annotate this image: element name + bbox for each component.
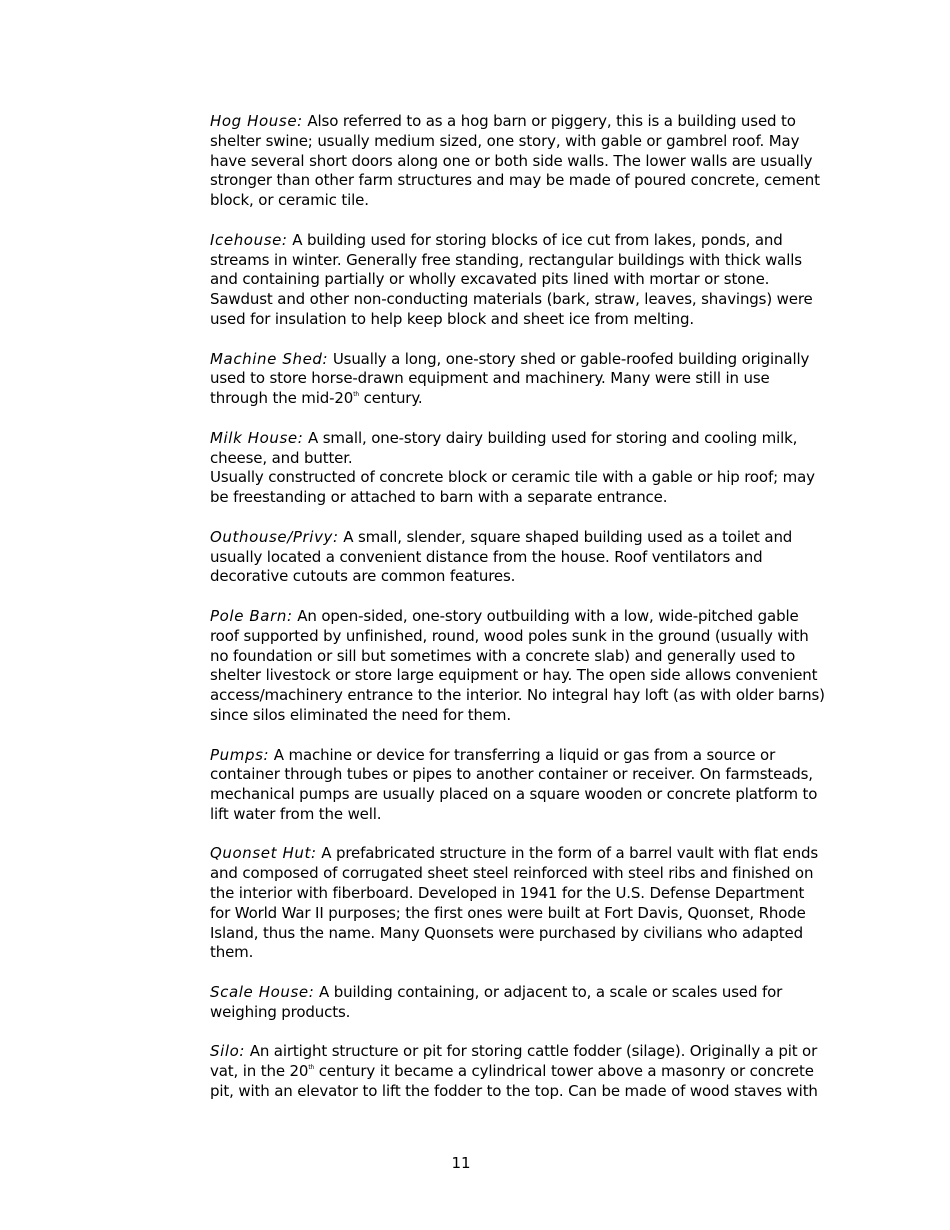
text-line [210, 567, 842, 587]
text-line [210, 884, 842, 904]
entry-term: Milk House: [210, 428, 304, 447]
entry-text: the interior with fiberboard. Developed in 1941 for the U.S. Defense Department [210, 884, 805, 903]
text-line [210, 310, 842, 330]
entry-text: since silos eliminated the need for them. [210, 705, 511, 724]
text-line [210, 171, 842, 191]
text-line [210, 666, 842, 686]
entry-text: no foundation or sill but sometimes with a concrete slab) and generally used to [210, 646, 796, 665]
text-line [210, 805, 842, 825]
text-line [210, 369, 842, 389]
text-line [210, 270, 842, 290]
entry-text: roof supported by unfinished, round, wood poles sunk in the ground (usually with [210, 626, 809, 645]
entry-text: streams in winter. Generally free standing, rectangular buildings with thick walls [210, 250, 802, 269]
text-line [210, 647, 842, 667]
entry-text: access/machinery entrance to the interior. No integral hay loft (as with older barns) [210, 686, 825, 705]
text-line [210, 528, 842, 548]
text-line [210, 429, 842, 449]
text-line [210, 904, 842, 924]
entry-text: used to store horse-drawn equipment and machinery. Many were still in use [210, 369, 770, 388]
text-line [210, 389, 842, 409]
text-line [210, 548, 842, 568]
entry-text: vat, in the 20 [210, 1062, 309, 1081]
text-line [210, 488, 842, 508]
entry-term: Outhouse/Privy: [210, 527, 339, 546]
glossary-entry-scale-house [210, 983, 842, 1023]
entry-text: decorative cutouts are common features. [210, 567, 516, 586]
entry-text: shelter livestock or store large equipment or hay. The open side allows convenient [210, 666, 818, 685]
ordinal-superscript: th [353, 391, 360, 399]
text-line [210, 706, 842, 726]
entry-term: Scale House: [210, 983, 315, 1002]
entry-term: Pumps: [210, 745, 270, 764]
entry-term: Silo: [210, 1042, 246, 1061]
entry-text: A small, slender, square shaped building used as a toilet and [338, 527, 793, 546]
text-line [210, 251, 842, 271]
entry-text: An airtight structure or pit for storing cattle fodder (silage). Originally a pit or [245, 1042, 818, 1061]
text-line [210, 1003, 842, 1023]
entry-text: An open-sided, one-story outbuilding with a low, wide-pitched gable [292, 606, 799, 625]
entry-text: cheese, and butter. [210, 448, 353, 467]
text-line [210, 231, 842, 251]
text-line [210, 943, 842, 963]
entry-text: century it became a cylindrical tower above a masonry or concrete [314, 1062, 814, 1081]
glossary-entry-silo [210, 1042, 842, 1101]
text-line [210, 864, 842, 884]
glossary-entry-machine-shed [210, 350, 842, 409]
text-line [210, 191, 842, 211]
text-line [210, 686, 842, 706]
text-line [210, 290, 842, 310]
text-line [210, 983, 842, 1003]
entry-text: container through tubes or pipes to another container or receiver. On farmsteads, [210, 765, 813, 784]
text-line [210, 449, 842, 469]
entry-text: through the mid-20 [210, 389, 354, 408]
entry-term: Icehouse: [210, 230, 288, 249]
text-line [210, 350, 842, 370]
glossary-body [210, 112, 842, 1122]
entry-term: Quonset Hut: [210, 844, 317, 863]
entry-text: for World War II purposes; the first ones were built at Fort Davis, Quonset, Rhode [210, 903, 806, 922]
entry-text: shelter swine; usually medium sized, one story, with gable or gambrel roof. May [210, 131, 800, 150]
entry-text: century. [359, 389, 423, 408]
entry-text: stronger than other farm structures and may be made of poured concrete, cement [210, 171, 820, 190]
entry-text: lift water from the well. [210, 804, 382, 823]
glossary-entry-milk-house [210, 429, 842, 508]
entry-term: Machine Shed: [210, 349, 329, 368]
text-line [210, 924, 842, 944]
entry-text: block, or ceramic tile. [210, 191, 369, 210]
entry-text: Island, thus the name. Many Quonsets were purchased by civilians who adapted [210, 923, 803, 942]
page-number: 11 [451, 1154, 471, 1172]
text-line [210, 746, 842, 766]
entry-text: and composed of corrugated sheet steel reinforced with steel ribs and finished on [210, 864, 814, 883]
entry-text: A prefabricated structure in the form of a barrel vault with flat ends [316, 844, 819, 863]
glossary-entry-icehouse [210, 231, 842, 330]
glossary-entry-hog-house [210, 112, 842, 211]
text-line [210, 1062, 842, 1082]
text-line [210, 844, 842, 864]
glossary-entry-quonset-hut [210, 844, 842, 963]
entry-text: weighing products. [210, 1002, 351, 1021]
entry-term: Pole Barn: [210, 606, 293, 625]
entry-text: Usually constructed of concrete block or ceramic tile with a gable or hip roof; may [210, 468, 815, 487]
text-line [210, 607, 842, 627]
text-line [210, 468, 842, 488]
entry-text: Also referred to as a hog barn or piggery, this is a building used to [302, 112, 796, 130]
glossary-entry-pole-barn [210, 607, 842, 726]
entry-text: used for insulation to help keep block and sheet ice from melting. [210, 309, 695, 328]
glossary-entry-outhouse-privy [210, 528, 842, 587]
text-line [210, 152, 842, 172]
entry-text: usually located a convenient distance from the house. Roof ventilators and [210, 547, 763, 566]
text-line [210, 785, 842, 805]
entry-text: pit, with an elevator to lift the fodder to the top. Can be made of wood staves with [210, 1082, 818, 1101]
entry-text: mechanical pumps are usually placed on a square wooden or concrete platform to [210, 785, 818, 804]
text-line [210, 132, 842, 152]
entry-text: them. [210, 943, 254, 962]
text-line [210, 627, 842, 647]
text-line [210, 1082, 842, 1102]
glossary-entry-pumps [210, 746, 842, 825]
entry-text: and containing partially or wholly excavated pits lined with mortar or stone. [210, 270, 770, 289]
entry-term: Hog House: [210, 112, 303, 130]
entry-text: A machine or device for transferring a liquid or gas from a source or [269, 745, 776, 764]
entry-text: Usually a long, one-story shed or gable-roofed building originally [328, 349, 810, 368]
entry-text: A building containing, or adjacent to, a scale or scales used for [314, 983, 783, 1002]
entry-text: be freestanding or attached to barn with a separate entrance. [210, 488, 668, 507]
entry-text: Sawdust and other non-conducting materials (bark, straw, leaves, shavings) were [210, 290, 813, 309]
text-line [210, 765, 842, 785]
entry-text: have several short doors along one or both side walls. The lower walls are usually [210, 151, 813, 170]
entry-text: A small, one-story dairy building used for storing and cooling milk, [303, 428, 798, 447]
text-line [210, 1042, 842, 1062]
entry-text: A building used for storing blocks of ice cut from lakes, ponds, and [287, 230, 783, 249]
ordinal-superscript: th [308, 1064, 315, 1072]
text-line [210, 112, 842, 132]
